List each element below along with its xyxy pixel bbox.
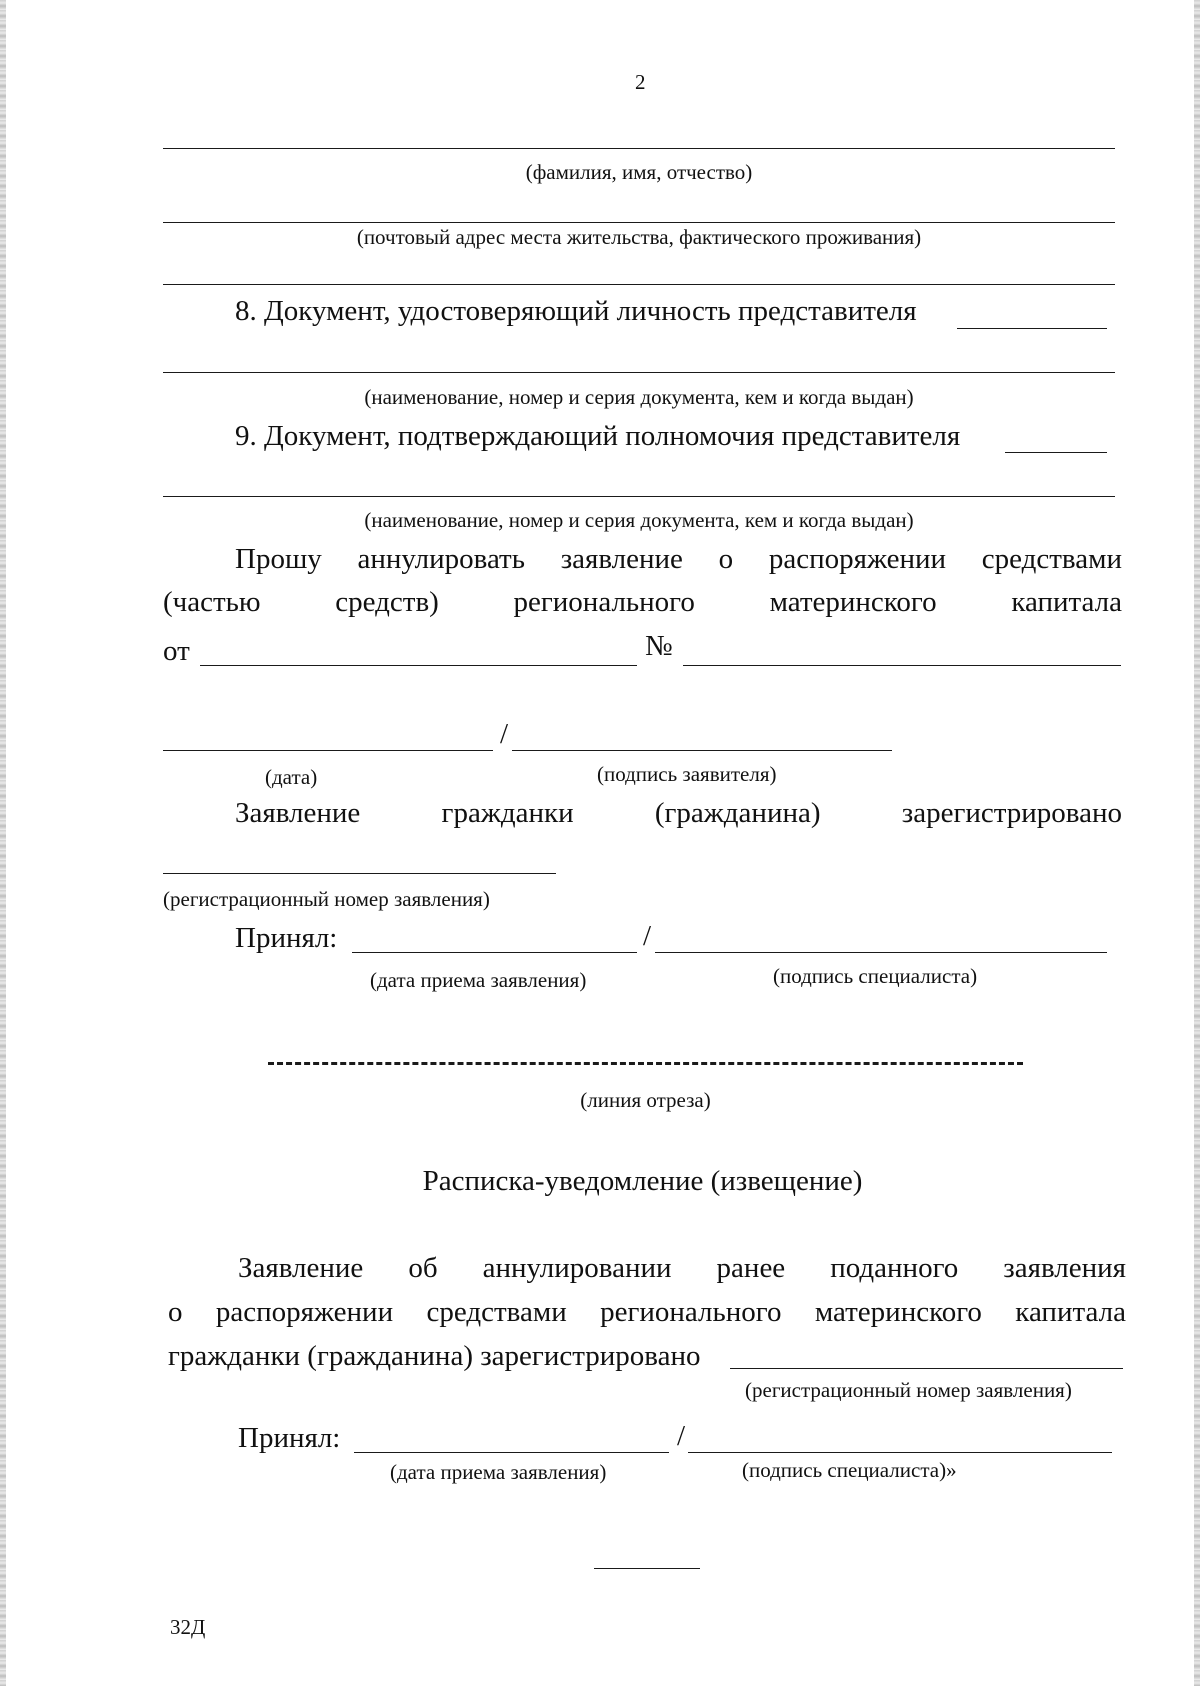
specialist-signature-caption-2: (подпись специалиста)»	[742, 1458, 957, 1482]
request-word: (частью	[163, 586, 261, 618]
address-extra-line	[163, 284, 1115, 285]
receipt-word: заявления	[1003, 1252, 1126, 1284]
request-word: распоряжении	[768, 543, 947, 575]
item-9-label: 9. Документ, подтверждающий полномочия представителя	[235, 420, 961, 452]
request-word: средств)	[335, 586, 439, 618]
receipt-line-1	[238, 1252, 1126, 1285]
slash-separator: /	[500, 718, 509, 750]
request-word: Прошу	[235, 543, 322, 575]
specialist-signature-caption-1: (подпись специалиста)	[773, 964, 978, 988]
receipt-word: капитала	[1015, 1296, 1126, 1328]
receipt-word: об	[408, 1252, 438, 1284]
reg-number-field-2[interactable]	[730, 1368, 1123, 1369]
slash-separator-2: /	[677, 1420, 686, 1452]
request-word: материнского	[769, 586, 937, 618]
specialist-signature-field-2[interactable]	[688, 1452, 1112, 1453]
item-8-label: 8. Документ, удостоверяющий личность представителя	[235, 295, 917, 327]
receipt-word: материнского	[814, 1296, 982, 1328]
closing-rule	[594, 1568, 700, 1569]
receipt-word: ранее	[716, 1252, 786, 1284]
scan-edge-right	[1194, 0, 1200, 1686]
date-received-caption-1: (дата приема заявления)	[370, 968, 587, 992]
number-sign: №	[645, 630, 673, 662]
item-9-field-line2[interactable]	[163, 496, 1115, 497]
from-date-field[interactable]	[200, 665, 637, 666]
scan-edge-left	[0, 0, 6, 1686]
address-line	[163, 222, 1115, 223]
registered-word: (гражданина)	[654, 797, 821, 829]
fio-line	[163, 148, 1115, 149]
receipt-word: регионального	[600, 1296, 782, 1328]
date-received-field-1[interactable]	[352, 952, 637, 953]
address-caption: (почтовый адрес места жительства, фактического проживания)	[356, 225, 922, 249]
reg-number-caption-1: (регистрационный номер заявления)	[163, 887, 490, 911]
date-received-caption-2: (дата приема заявления)	[390, 1460, 607, 1484]
receipt-title: Расписка-уведомление (извещение)	[422, 1165, 863, 1197]
reg-number-caption-2: (регистрационный номер заявления)	[745, 1378, 1072, 1402]
from-label: от	[163, 635, 190, 667]
receipt-word: поданного	[830, 1252, 959, 1284]
receipt-word: Заявление	[238, 1252, 364, 1284]
cut-line	[268, 1062, 1023, 1065]
receipt-line-2	[168, 1296, 1126, 1329]
application-number-field[interactable]	[683, 665, 1121, 666]
date-caption: (дата)	[265, 765, 318, 789]
doc1-caption: (наименование, номер и серия документа, кем и когда выдан)	[364, 385, 914, 409]
footer-code: 32Д	[170, 1615, 206, 1639]
cut-line-caption: (линия отреза)	[580, 1088, 711, 1112]
request-word: капитала	[1011, 586, 1122, 618]
date-received-field-2[interactable]	[354, 1452, 669, 1453]
specialist-signature-field-1[interactable]	[655, 952, 1107, 953]
item-8-field-line2[interactable]	[163, 372, 1115, 373]
item-8-field[interactable]	[957, 328, 1107, 329]
receipt-line-3: гражданки (гражданина) зарегистрировано	[168, 1340, 701, 1372]
request-line-2	[163, 586, 1122, 619]
registered-line	[235, 797, 1122, 830]
receipt-word: аннулировании	[482, 1252, 672, 1284]
receipt-word: средствами	[426, 1296, 567, 1328]
doc2-caption: (наименование, номер и серия документа, кем и когда выдан)	[364, 508, 914, 532]
page-number: 2	[635, 70, 646, 94]
registered-word: гражданки	[441, 797, 574, 829]
accepted-label-2: Принял:	[238, 1422, 341, 1454]
slash-separator-1: /	[643, 920, 652, 952]
receipt-word: о	[168, 1296, 183, 1328]
request-word: аннулировать	[357, 543, 525, 575]
applicant-signature-field[interactable]	[512, 750, 892, 751]
registered-word: Заявление	[235, 797, 361, 829]
request-word: заявление	[560, 543, 683, 575]
reg-number-field-1[interactable]	[163, 873, 556, 874]
request-word: средствами	[981, 543, 1122, 575]
registered-word: зарегистрировано	[901, 797, 1122, 829]
date-field[interactable]	[163, 750, 493, 751]
request-line-1	[235, 543, 1122, 576]
item-9-field[interactable]	[1005, 452, 1107, 453]
accepted-label-1: Принял:	[235, 922, 338, 954]
fio-caption: (фамилия, имя, отчество)	[525, 160, 753, 184]
receipt-word: распоряжении	[215, 1296, 394, 1328]
applicant-signature-caption: (подпись заявителя)	[597, 762, 777, 786]
request-word: регионального	[513, 586, 695, 618]
request-word: о	[718, 543, 734, 575]
